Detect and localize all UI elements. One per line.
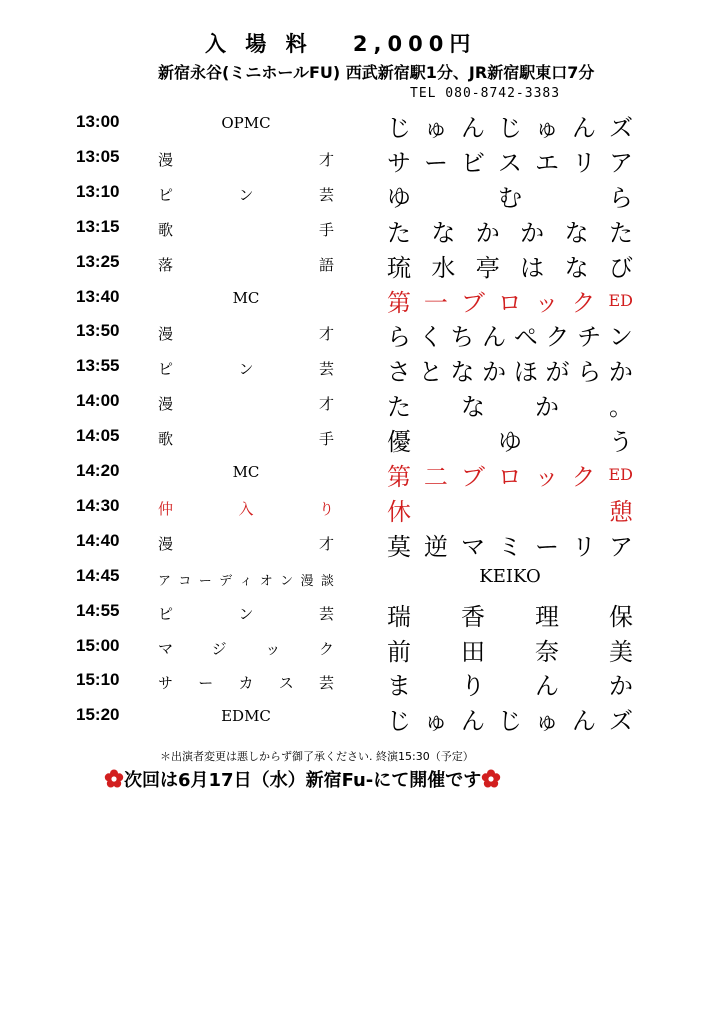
time-cell: 15:10 [76,670,120,690]
char: ま [387,672,411,701]
char: 莫 [387,532,411,561]
char: ピ [158,360,174,379]
char: ッ [534,288,559,317]
schedule-row [0,492,724,527]
schedule-row [0,632,724,667]
char: ー [198,573,212,589]
schedule-row [0,562,724,597]
time-cell: 14:20 [76,461,120,480]
genre-cell: MC [232,288,260,307]
char: 芸 [318,360,334,379]
genre-cell [158,672,334,693]
time-cell: 14:00 [76,391,120,411]
char: 落 [158,255,174,274]
performer-cell [387,178,633,213]
performer-cell [387,213,633,248]
char: ン [238,360,254,379]
char: エ [535,148,559,177]
char: ED [608,465,633,484]
char: ゅ [535,114,559,142]
char: じ [498,707,522,736]
venue-line: 新宿永谷(ミニホールFU) 西武新宿駅1分、JR新宿駅東口7分 [158,63,595,82]
char: ー [535,532,559,561]
char: 才 [318,534,334,553]
char: ゆ [498,428,522,457]
char: 才 [318,325,334,344]
time-cell: 15:20 [76,705,120,725]
performer-cell [387,352,633,387]
performer-cell [387,108,633,143]
char: ゅ [424,114,448,142]
schedule-row [0,213,724,248]
genre-cell [158,323,334,344]
char: ほ [513,358,538,387]
char: ッ [534,463,559,491]
performer-cell [387,701,633,736]
char: ら [609,183,633,212]
char: 水 [431,253,456,282]
char: 保 [609,602,633,631]
genre-cell [158,219,334,240]
time-cell: 13:00 [76,112,120,131]
char: コ [178,573,192,589]
performer-cell [387,317,633,352]
time-cell: 13:55 [76,356,120,376]
char: 漫 [158,534,174,553]
performer-cell [387,597,633,632]
char: ズ [609,114,633,142]
char: じ [387,114,411,142]
char: ク [571,463,596,491]
price-line: 入 場 料 2,000円 [205,32,477,56]
time-cell: 14:40 [76,530,120,550]
char: ク [571,288,596,317]
flower-icon [481,769,501,789]
char: ら [387,323,411,352]
schedule-row [0,527,724,562]
char: 憩 [609,497,633,526]
char: 亭 [475,253,500,282]
char: ペ [513,323,538,352]
char: 田 [461,637,485,666]
char: 入 [238,499,254,518]
char: 香 [461,602,485,631]
genre-cell [158,358,334,379]
char: リ [572,532,596,561]
performer-cell [387,422,633,457]
time-cell: 14:05 [76,426,120,446]
performer-cell [387,666,633,701]
char: 才 [318,150,334,169]
char: 。 [609,393,633,422]
char: ー [198,674,214,693]
schedule-row [0,317,724,352]
char: は [520,253,545,282]
char: チ [577,323,602,352]
char: な [461,393,485,422]
schedule-row [0,248,724,283]
char: ん [572,114,596,142]
char: く [418,323,443,352]
char: 第 [387,288,411,317]
char: 理 [535,602,559,631]
char: じ [387,707,411,736]
char: 芸 [318,604,334,623]
char: サ [387,148,411,177]
char: 漫 [300,573,314,589]
char: ん [461,114,485,142]
char: か [475,218,500,247]
schedule-row [0,108,724,143]
char: な [564,253,589,282]
char: 語 [318,255,334,274]
schedule-row [0,283,724,318]
char: 手 [318,220,334,239]
char: か [609,672,633,701]
char: び [608,253,633,282]
char: ゆ [387,183,411,212]
performer-cell [387,527,633,562]
char: 芸 [318,185,334,204]
char: り [461,672,485,701]
performer-cell [387,387,633,422]
char: む [498,183,522,212]
time-cell: 13:10 [76,181,120,201]
time-cell: 14:45 [76,565,120,585]
performer-cell [387,283,633,318]
char: 芸 [318,674,334,693]
char: ロ [497,463,522,491]
tel-line: TEL 080-8742-3383 [410,86,561,101]
char: ン [238,185,254,204]
footnote: ＊出演者変更は悪しからず御了承ください. 終演15:30（予定） [160,750,474,763]
flower-icon [104,769,124,789]
char: ED [608,290,633,310]
char: ア [609,532,633,561]
char: ビ [461,148,485,177]
genre-cell [158,149,334,170]
char: か [520,218,545,247]
time-cell: 13:05 [76,146,120,166]
char: 一 [423,288,448,317]
genre-cell [158,428,334,449]
char: 手 [318,430,334,449]
schedule-row [0,387,724,422]
genre-cell [158,533,334,554]
char: 第 [387,463,411,491]
char: た [387,218,411,247]
char: 談 [320,573,334,589]
char: ン [280,573,294,589]
next-show-banner [104,766,501,792]
char: 二 [423,463,448,491]
genre-cell [158,638,334,659]
char: 休 [387,497,411,526]
genre-cell: OPMC [221,114,271,132]
char: 漫 [158,150,174,169]
genre-cell [158,184,334,205]
char: が [545,358,570,387]
schedule-row [0,701,724,736]
genre-cell: EDMC [221,707,271,726]
char: う [609,428,633,457]
genre-cell [158,603,334,624]
char: ん [535,672,559,701]
genre-cell: MC [232,463,260,481]
char: 優 [387,428,411,457]
char: な [564,218,589,247]
char: 逆 [424,532,448,561]
time-cell: 13:15 [76,216,120,236]
char: ら [577,358,602,387]
char: マ [158,639,174,658]
schedule-row [0,666,724,701]
char: ィ [239,573,253,589]
char: 漫 [158,325,174,344]
char: 仲 [158,499,174,518]
char: な [450,358,475,387]
char: ア [158,573,172,589]
time-cell: 14:30 [76,495,120,515]
next-show-text: 次回は6月17日（水）新宿Fu-にて開催です [124,770,482,791]
char: 奈 [535,637,559,666]
char: 美 [609,637,633,666]
time-cell: 13:50 [76,321,120,341]
char: カ [238,674,254,693]
schedule-row [0,143,724,178]
time-cell: 15:00 [76,635,120,655]
performer-cell [387,632,633,667]
char: 歌 [158,220,174,239]
char: 漫 [158,395,174,414]
char: ア [609,148,633,177]
char: 才 [318,395,334,414]
char: と [418,358,443,387]
schedule-row [0,352,724,387]
char: ン [608,323,633,352]
schedule-row [0,178,724,213]
char: ー [424,148,448,177]
performer-cell: KEIKO [479,565,541,587]
char: さ [387,358,411,387]
char: ブ [460,463,485,491]
char: 琉 [387,253,411,282]
char: た [387,393,411,422]
genre-cell [158,570,334,589]
char: ピ [158,604,174,623]
genre-cell [158,498,334,519]
time-cell: 13:40 [76,286,120,306]
char: オ [259,573,273,589]
char: ク [318,639,334,658]
genre-cell [158,254,334,275]
performer-cell [387,457,633,492]
schedule-row [0,457,724,492]
char: 前 [387,637,411,666]
char: ん [482,323,507,352]
char: リ [572,148,596,177]
char: ミ [498,532,522,561]
char: り [318,499,334,518]
char: ゅ [535,707,559,736]
char: か [608,358,633,387]
performer-cell [387,492,633,527]
char: ン [238,604,254,623]
char: ッ [265,639,281,658]
char: ブ [460,288,485,317]
performer-cell [387,143,633,178]
time-cell: 13:25 [76,251,120,271]
char: 歌 [158,430,174,449]
schedule-row [0,597,724,632]
char: ク [545,323,570,352]
char: ゅ [424,707,448,736]
char: か [482,358,507,387]
char: 瑞 [387,602,411,631]
char: か [535,393,559,422]
char: じ [498,114,522,142]
char: ピ [158,185,174,204]
char: ズ [609,707,633,736]
char: ん [461,707,485,736]
time-cell: 14:55 [76,600,120,620]
char: ジ [211,639,227,658]
char: な [431,218,456,247]
char: た [608,218,633,247]
char: ス [278,674,294,693]
char: ん [572,707,596,736]
char: ス [498,148,522,177]
schedule-row [0,422,724,457]
performer-cell [387,248,633,283]
char: ロ [497,288,522,317]
char: デ [219,573,233,589]
genre-cell [158,393,334,414]
char: ち [450,323,475,352]
char: マ [461,532,485,561]
char: サ [158,674,174,693]
